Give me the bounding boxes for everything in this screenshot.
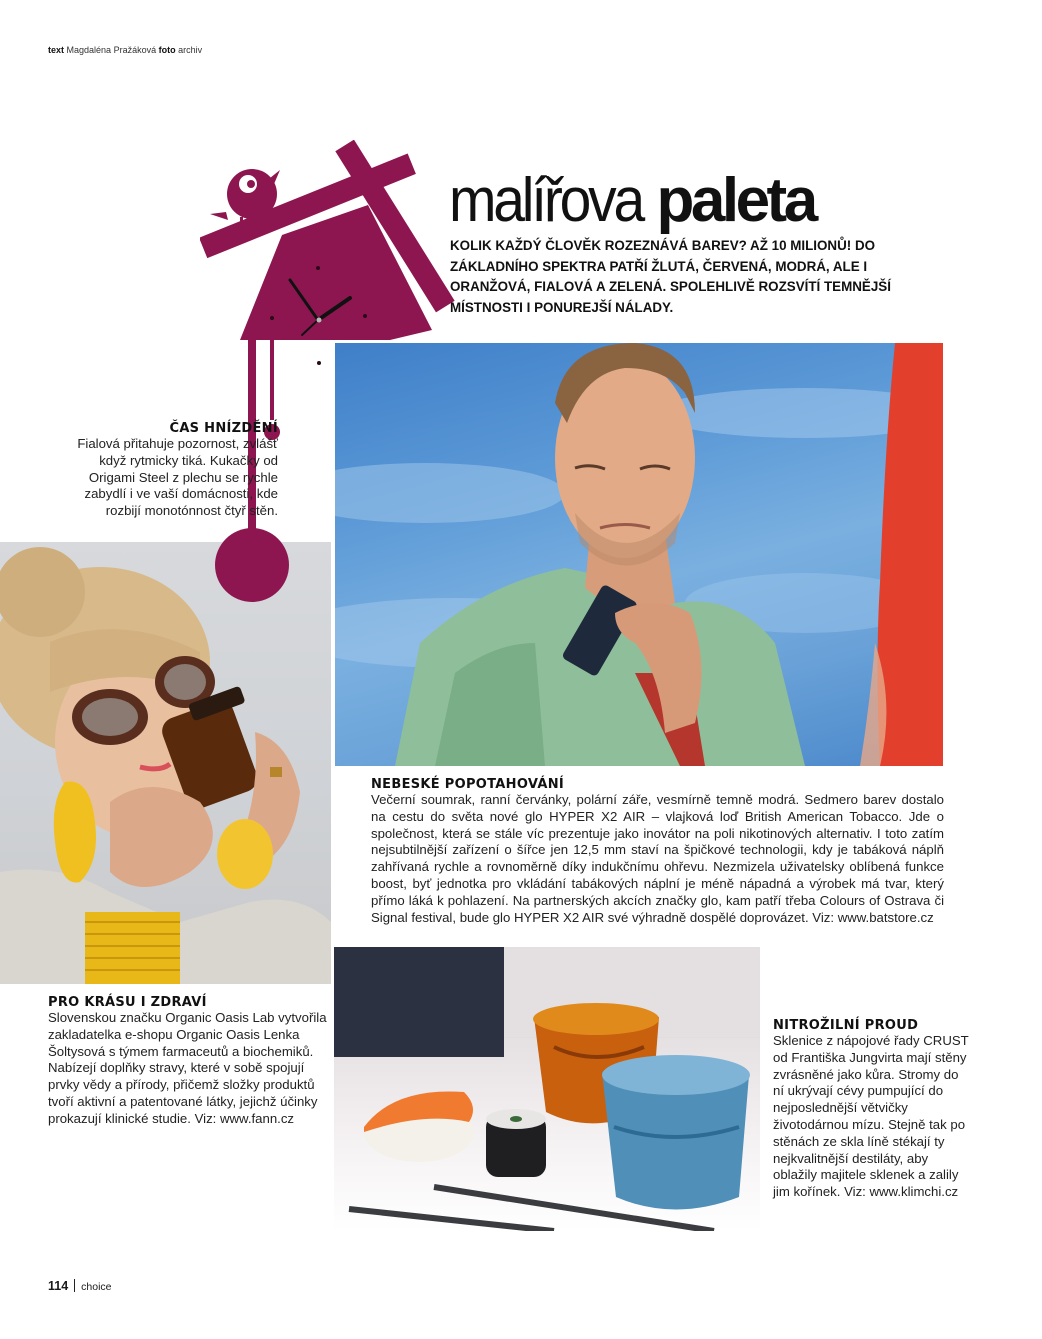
- section-heading: ČAS HNÍZDĚNÍ: [169, 421, 278, 436]
- section-heading: NEBESKÉ POPOTAHOVÁNÍ: [371, 777, 565, 792]
- section-body: Večerní soumrak, ranní červánky, polární záře, vesmírně temně modrá. Sedmero barev dostalo na cestu do světa nové glo HYPER X2 AIR – vlajková loď British American Tobacco. Jde o společnost, která se stále víc prezentuje jako inovátor na poli nikotinových alternativ. I toto zatím nejsubtilnější zařízení o šířce jen 12,5 mm staví na špičkové technologii, kdy je tabáková náplň zahřívaná rychle a rovnoměrně díky indukčnímu ohřevu. Nezmizela uživatelsky oblíbená funkce boost, byť jednotka pro vkládání tabákových náplní je méně nápadná a výrobek má tvar, který přímo láká k pohlazení. Na partnerských akcích značky glo, kam patří třeba Colours of Ostrava či Signal festival, bude glo HYPER X2 AIR své výhradně dospělé doprovázet. Viz: www.batstore.cz: [371, 792, 944, 925]
- section-body: Fialová přitahuje pozornost, zvlášť když rytmicky tiká. Kukačky od Origami Steel z plechu se rychle zabydlí i ve vaší domácnosti, kde rozbijí monotónnost čtyř stěn.: [77, 436, 278, 519]
- credits-author: Magdaléna Pražáková: [66, 45, 157, 55]
- page-title: [449, 162, 815, 240]
- section-heading: NITROŽILNÍ PROUD: [773, 1018, 919, 1033]
- section-pro-krasu-i-zdravi: [48, 995, 328, 1128]
- title-bold: paleta: [656, 166, 815, 235]
- section-nitrozilni-proud: [773, 1018, 973, 1201]
- section-cas-hnizdeni: [60, 421, 278, 520]
- credits-text-label: text: [48, 45, 65, 55]
- section-nebeske-popotahovani: [371, 777, 944, 926]
- section-body: Sklenice z nápojové řady CRUST od Františka Jungvirta mají stěny zvrásněné jako kůra. Stromy do ní ukrývají cévy pumpující do nejposlednější větvičky životodárnou mízu. Stejně tak po stěnách ze skla líně stékají ty nejkvalitnější destiláty, aby oblažily majitele sklenek a zalily jim kořínek. Viz: www.klimchi.cz: [773, 1033, 969, 1200]
- title-light: malířova: [449, 166, 642, 235]
- page-footer: [48, 1279, 112, 1293]
- page-number: 114: [48, 1279, 69, 1293]
- cuckoo-clock-illustration: [200, 140, 460, 610]
- credits-photo-source: archiv: [178, 45, 203, 55]
- photo-crust-glasses: [334, 947, 760, 1231]
- credits-foto-label: foto: [158, 45, 176, 55]
- lead-paragraph: KOLIK KAŽDÝ ČLOVĚK ROZEZNÁVÁ BAREV? AŽ 10 MILIONŮ! DO ZÁKLADNÍHO SPEKTRA PATŘÍ ŽLUTÁ, ČERVENÁ, MODRÁ, ALE I ORANŽOVÁ, FIALOVÁ A ZELENÁ. SPOLEHLIVĚ ROZSVÍTÍ TEMNĚJŠÍ MÍSTNOSTI I PONUREJŠÍ NÁLADY.: [450, 238, 891, 315]
- section-body: Slovenskou značku Organic Oasis Lab vytvořila zakladatelka e-shopu Organic Oasis Lenka Šoltysová s týmem farmaceutů a biochemiků. Nabízejí doplňky stravy, které v sobě spojují prvky vědy a přírody, přičemž složky produktů tvoří aktivní a patentované látky, jejichž účinky prokazují klinické studie. Viz: www.fann.cz: [48, 1010, 327, 1126]
- section-heading: PRO KRÁSU I ZDRAVÍ: [48, 995, 207, 1010]
- glasses-photo-illustration: [334, 947, 760, 1231]
- credits-line: [48, 45, 202, 55]
- magazine-name: choice: [81, 1281, 112, 1293]
- footer-divider: [74, 1279, 75, 1292]
